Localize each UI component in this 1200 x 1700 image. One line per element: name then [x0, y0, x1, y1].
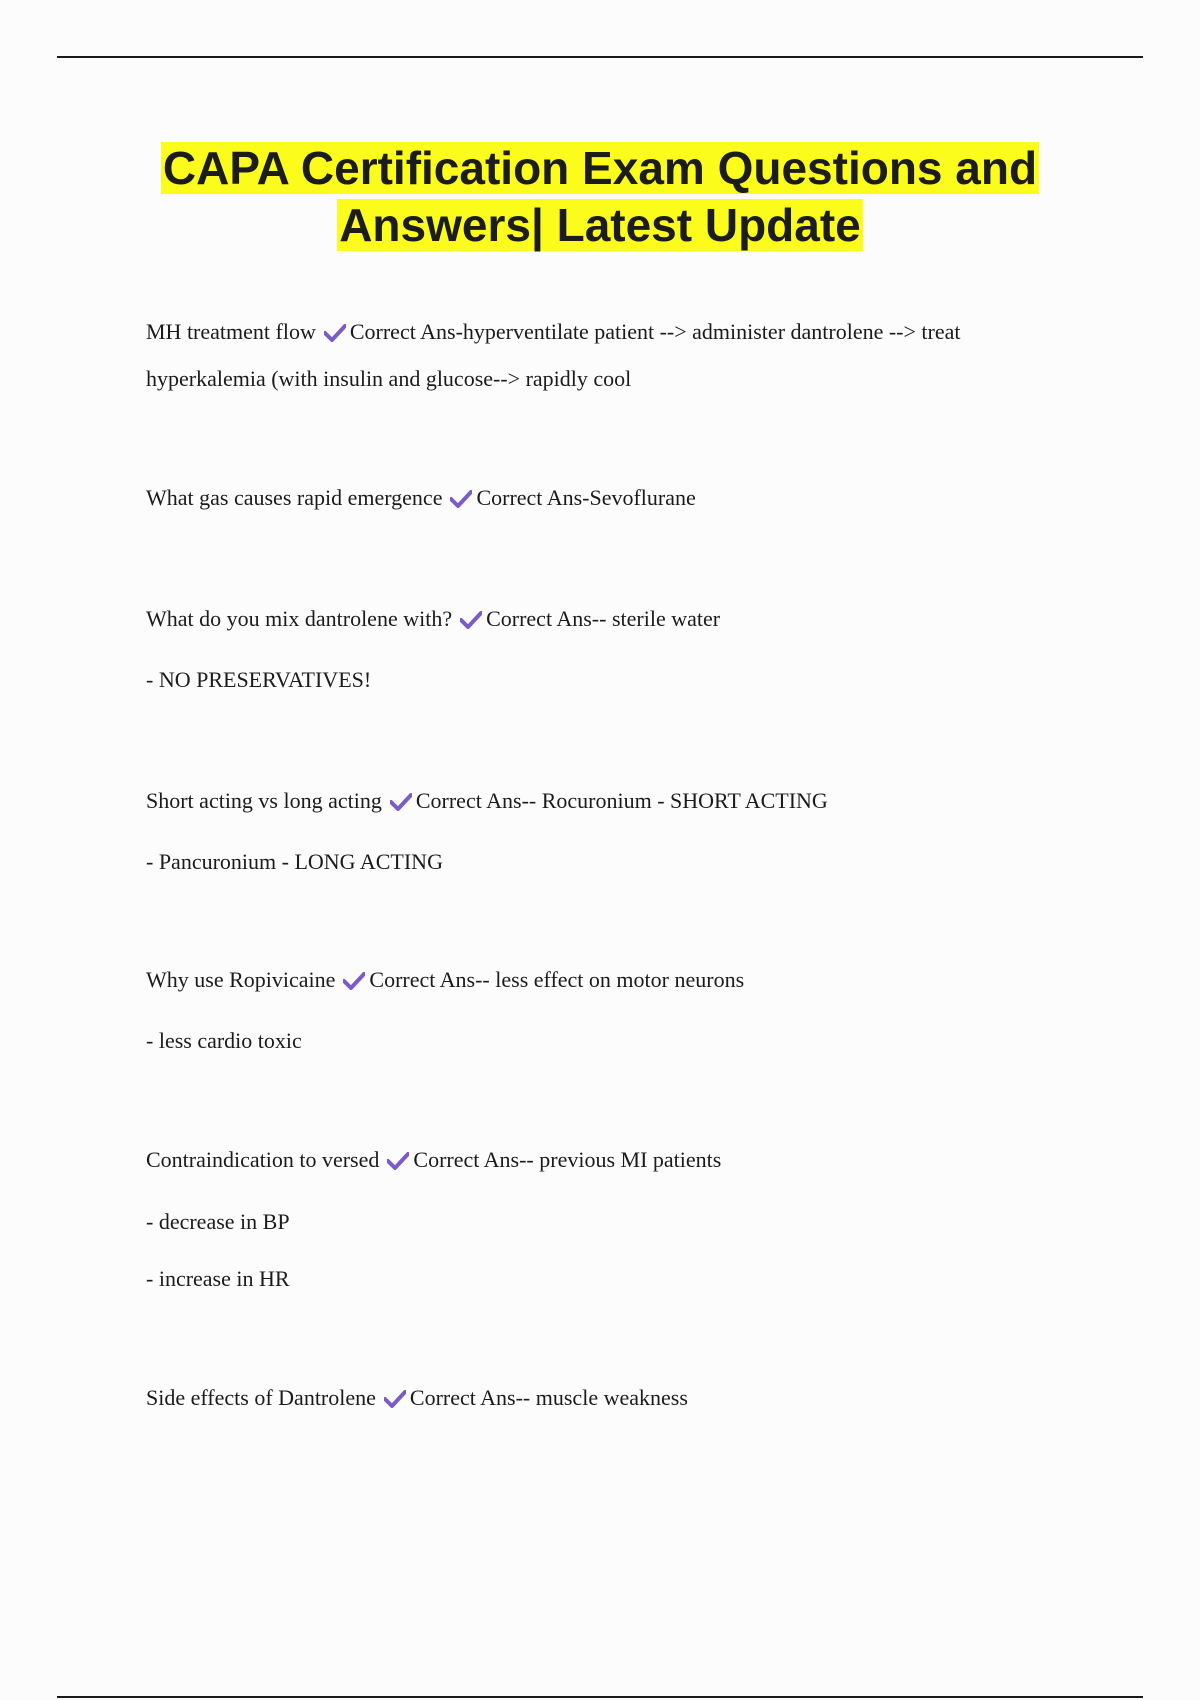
- answer-text: Correct Ans-- Rocuronium - SHORT ACTING: [415, 788, 828, 813]
- question-text: Why use Ropivicaine: [146, 967, 336, 992]
- answer-detail: - NO PRESERVATIVES!: [146, 667, 372, 692]
- answer-text: Correct Ans-hyperventilate patient --> administer dantrolene --> treat: [349, 319, 961, 344]
- qa-item: [146, 474, 696, 521]
- checkmark-icon: [390, 793, 412, 811]
- answer-detail: - decrease in BP: [146, 1209, 290, 1234]
- qa-item: [146, 595, 720, 642]
- question-text: Short acting vs long acting: [146, 788, 382, 813]
- page-title: [60, 140, 1140, 254]
- answer-text-continued: hyperkalemia (with insulin and glucose--> rapidly cool: [146, 366, 632, 391]
- answer-detail: - Pancuronium - LONG ACTING: [146, 849, 443, 874]
- answer-text: Correct Ans-- muscle weakness: [409, 1385, 688, 1410]
- checkmark-icon: [343, 972, 365, 990]
- bottom-rule: [57, 1696, 1143, 1698]
- answer-detail: - less cardio toxic: [146, 1028, 302, 1053]
- answer-detail: - increase in HR: [146, 1266, 290, 1291]
- question-text: What gas causes rapid emergence: [146, 485, 443, 510]
- answer-text: Correct Ans-- less effect on motor neurons: [369, 967, 745, 992]
- answer-text: Correct Ans-- previous MI patients: [413, 1147, 722, 1172]
- question-text: Contraindication to versed: [146, 1147, 380, 1172]
- qa-item: [146, 1374, 688, 1421]
- question-text: What do you mix dantrolene with?: [146, 606, 453, 631]
- answer-text: Correct Ans-Sevoflurane: [476, 485, 696, 510]
- checkmark-icon: [387, 1152, 409, 1170]
- question-text: MH treatment flow: [146, 319, 316, 344]
- title-line-2: Answers| Latest Update: [339, 199, 861, 251]
- checkmark-icon: [460, 611, 482, 629]
- answer-text: Correct Ans-- sterile water: [486, 606, 721, 631]
- qa-item: [146, 1136, 721, 1183]
- qa-item: [146, 956, 744, 1003]
- question-text: Side effects of Dantrolene: [146, 1385, 376, 1410]
- qa-item: [146, 308, 961, 402]
- checkmark-icon: [450, 490, 472, 508]
- title-line-1: CAPA Certification Exam Questions and: [162, 142, 1038, 194]
- qa-item: [146, 777, 828, 824]
- checkmark-icon: [324, 324, 346, 342]
- top-rule: [57, 56, 1143, 58]
- checkmark-icon: [384, 1390, 406, 1408]
